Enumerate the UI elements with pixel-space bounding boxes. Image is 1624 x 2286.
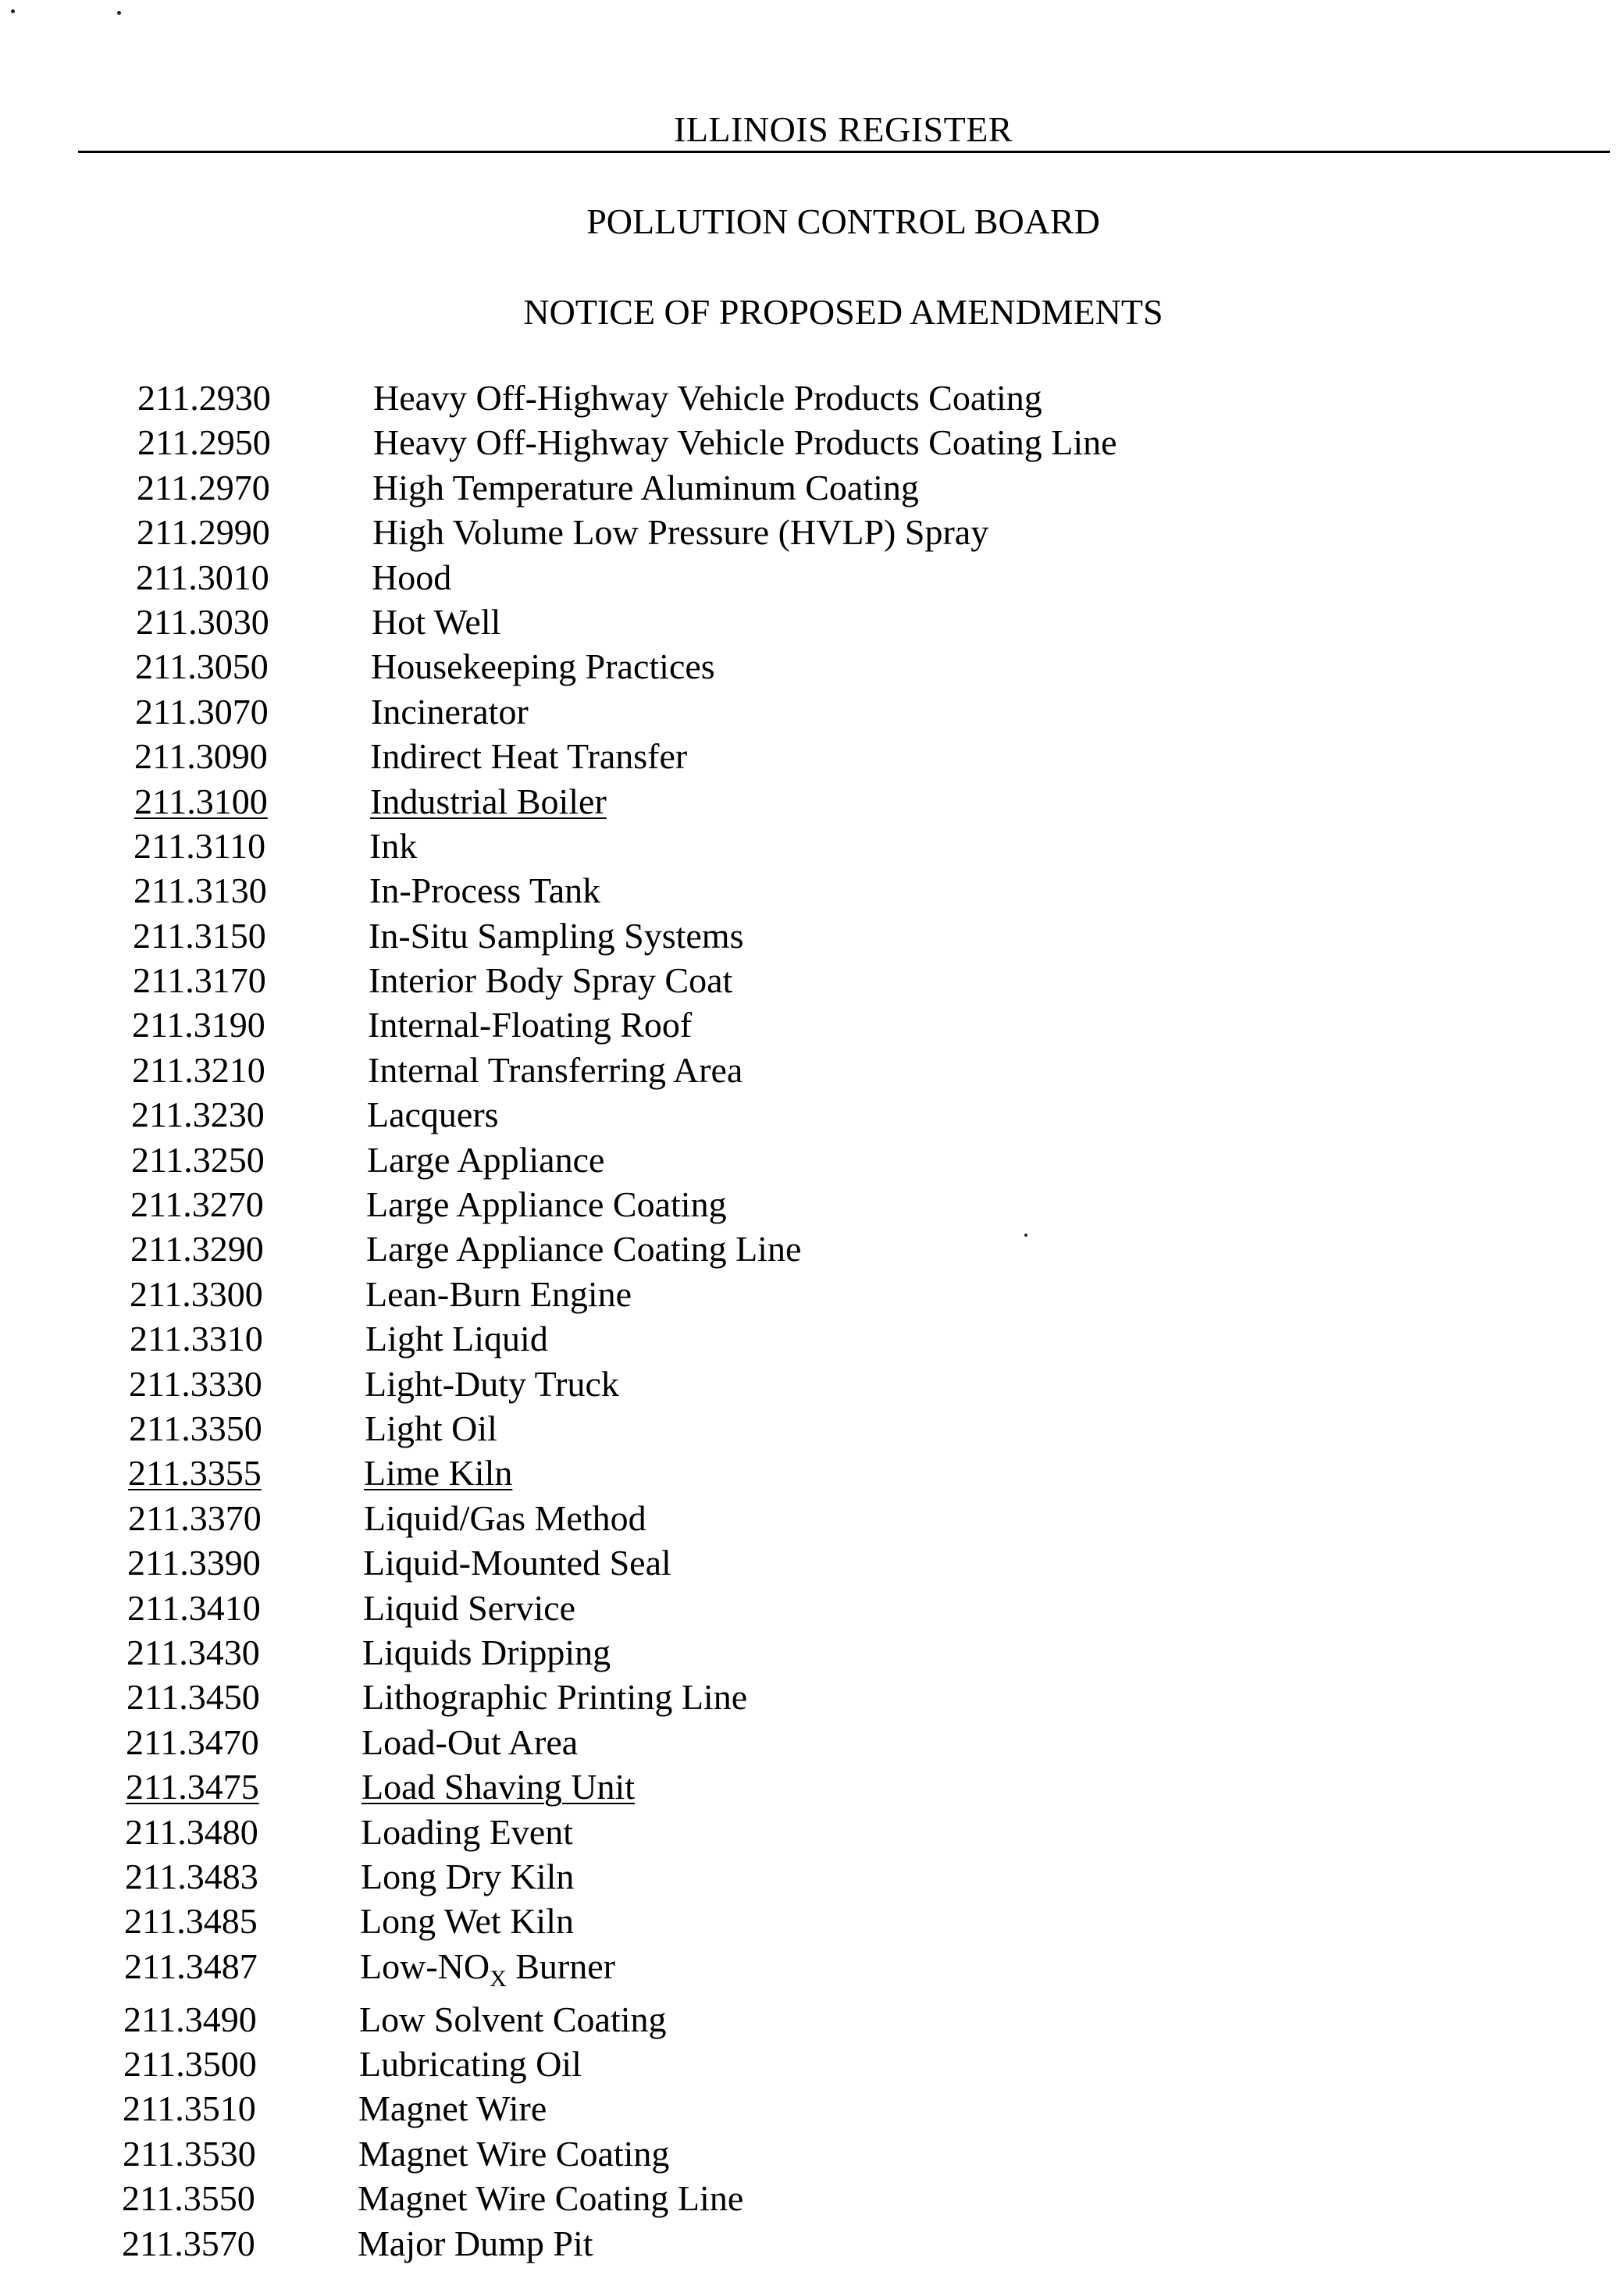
section-title: In-Process Tank [369, 871, 601, 911]
section-number: 211.2970 [137, 467, 270, 507]
section-title: Liquid Service [363, 1587, 576, 1628]
section-title-prefix: Low-NO [360, 1946, 490, 1986]
section-number: 211.3410 [127, 1587, 261, 1628]
section-title: Heavy Off-Highway Vehicle Products Coating [373, 378, 1042, 418]
section-title: In-Situ Sampling Systems [369, 915, 744, 956]
section-number: 211.3450 [126, 1677, 260, 1718]
section-entry [0, 2042, 1624, 2087]
section-number: 211.3310 [130, 1319, 263, 1359]
section-number: 211.3480 [125, 1811, 258, 1852]
scan-speck [117, 11, 121, 15]
section-title: Internal Transferring Area [368, 1049, 743, 1090]
section-title: Long Wet Kiln [360, 1901, 574, 1942]
agency-heading: POLLUTION CONTROL BOARD [586, 201, 1100, 241]
section-title-subscript: X [490, 1965, 507, 1992]
section-entry [0, 1183, 1624, 1227]
section-title: Light Liquid [365, 1319, 548, 1359]
section-number: 211.3487 [124, 1946, 258, 1986]
section-entry [0, 511, 1624, 555]
section-entry [0, 1407, 1624, 1451]
section-title: Hot Well [372, 601, 501, 642]
section-number: 211.3210 [132, 1049, 265, 1090]
section-entry [0, 1811, 1624, 1855]
section-entry [0, 2177, 1624, 2221]
section-entry [0, 1586, 1624, 1631]
section-title: Low Solvent Coating [359, 1999, 667, 2039]
section-number: 211.3570 [122, 2223, 255, 2263]
section-entry [0, 1138, 1624, 1183]
section-entry [0, 1362, 1624, 1407]
section-title: Magnet Wire Coating Line [358, 2178, 744, 2219]
section-number: 211.3170 [133, 960, 266, 1001]
section-number: 211.3110 [134, 825, 266, 866]
section-title: Magnet Wire Coating [358, 2133, 670, 2174]
section-entry [0, 1721, 1624, 1765]
section-entry [0, 959, 1624, 1003]
section-title: Large Appliance Coating [366, 1184, 727, 1225]
scan-speck [11, 9, 15, 13]
section-number: 211.3130 [134, 871, 267, 911]
section-number: 211.3010 [136, 557, 269, 597]
section-entry [0, 2222, 1624, 2266]
section-entry [0, 1451, 1624, 1496]
section-number: 211.3350 [129, 1408, 262, 1448]
section-title: Load-Out Area [361, 1722, 579, 1762]
section-title: Hood [372, 557, 452, 597]
section-number: 211.3190 [132, 1005, 265, 1045]
section-number: 211.2950 [137, 422, 271, 463]
section-list [0, 376, 1624, 2266]
section-number: 211.3070 [135, 691, 269, 732]
section-title: Interior Body Spray Coat [369, 960, 733, 1001]
section-entry [0, 376, 1624, 421]
section-entry [0, 1049, 1624, 1093]
section-title: Loading Event [361, 1811, 574, 1852]
section-number: 211.3550 [122, 2178, 255, 2219]
section-number: 211.2930 [137, 378, 271, 418]
section-entry [0, 869, 1624, 913]
section-title: Lean-Burn Engine [365, 1273, 632, 1314]
section-number: 211.3330 [129, 1363, 262, 1404]
section-title: Major Dump Pit [358, 2223, 593, 2263]
section-title: Liquids Dripping [362, 1632, 611, 1672]
section-title: Large Appliance [367, 1139, 605, 1180]
section-number: 211.3150 [133, 915, 266, 956]
section-number: 211.3100 [134, 781, 268, 821]
section-entry [0, 466, 1624, 511]
section-number: 211.3500 [123, 2044, 257, 2085]
section-title: Heavy Off-Highway Vehicle Products Coating Line [373, 422, 1117, 463]
section-entry [0, 645, 1624, 689]
section-title: High Temperature Aluminum Coating [372, 467, 919, 507]
section-entry [0, 735, 1624, 779]
section-entry [0, 1998, 1624, 2042]
section-title [360, 1945, 615, 1992]
section-number: 211.3250 [131, 1139, 265, 1180]
section-entry [0, 2132, 1624, 2177]
section-title: Light Oil [365, 1408, 497, 1448]
section-entry [0, 1003, 1624, 1048]
notice-heading: NOTICE OF PROPOSED AMENDMENTS [523, 292, 1163, 332]
section-title: Ink [369, 825, 418, 866]
section-entry [0, 1227, 1624, 1272]
section-entry [0, 1497, 1624, 1541]
section-entry [0, 1273, 1624, 1317]
section-title-suffix: Burner [506, 1946, 615, 1986]
section-number: 211.3483 [125, 1856, 258, 1896]
section-title: Housekeeping Practices [371, 646, 715, 687]
section-entry [0, 1900, 1624, 1944]
section-entry [0, 600, 1624, 645]
section-title: Industrial Boiler [370, 781, 607, 821]
section-title: Liquid/Gas Method [364, 1497, 646, 1538]
section-number: 211.3230 [131, 1095, 265, 1135]
section-entry [0, 1945, 1624, 1998]
section-number: 211.2990 [137, 512, 270, 553]
section-number: 211.3270 [130, 1184, 264, 1225]
section-title: Large Appliance Coating Line [366, 1229, 802, 1269]
section-number: 211.3290 [130, 1229, 264, 1269]
section-number: 211.3510 [123, 2088, 256, 2129]
section-entry [0, 1317, 1624, 1362]
section-entry [0, 690, 1624, 735]
section-title: Lubricating Oil [359, 2044, 582, 2085]
section-entry [0, 421, 1624, 465]
section-entry [0, 1855, 1624, 1900]
section-number: 211.3090 [134, 736, 268, 777]
section-entry [0, 914, 1624, 959]
section-number: 211.3430 [126, 1632, 260, 1672]
section-title: Lacquers [367, 1095, 499, 1135]
section-title: Long Dry Kiln [361, 1856, 575, 1896]
section-entry [0, 1631, 1624, 1675]
section-title: High Volume Low Pressure (HVLP) Spray [372, 512, 989, 553]
section-title: Liquid-Mounted Seal [363, 1543, 671, 1583]
section-number: 211.3050 [135, 646, 269, 687]
section-title: Incinerator [371, 691, 529, 732]
section-number: 211.3530 [123, 2133, 256, 2174]
section-number: 211.3470 [126, 1722, 259, 1762]
section-entry [0, 2087, 1624, 2131]
section-title: Indirect Heat Transfer [370, 736, 688, 777]
section-number: 211.3475 [126, 1767, 259, 1807]
section-number: 211.3355 [128, 1453, 262, 1494]
register-title: ILLINOIS REGISTER [674, 109, 1013, 149]
section-title: Lime Kiln [364, 1453, 513, 1494]
section-title: Load Shaving Unit [361, 1767, 636, 1807]
section-entry [0, 556, 1624, 600]
section-number: 211.3300 [130, 1273, 263, 1314]
section-number: 211.3490 [123, 1999, 257, 2039]
section-entry [0, 824, 1624, 869]
header-rule [78, 151, 1610, 153]
section-number: 211.3030 [136, 601, 269, 642]
section-number: 211.3485 [124, 1901, 258, 1942]
section-number: 211.3370 [128, 1497, 262, 1538]
section-title: Lithographic Printing Line [362, 1677, 748, 1718]
section-entry [0, 780, 1624, 824]
section-title: Internal-Floating Roof [368, 1005, 693, 1045]
section-entry [0, 1675, 1624, 1720]
section-title: Light-Duty Truck [365, 1363, 619, 1404]
section-title: Magnet Wire [358, 2088, 547, 2129]
section-entry [0, 1093, 1624, 1138]
section-number: 211.3390 [127, 1543, 261, 1583]
section-entry [0, 1541, 1624, 1586]
section-entry [0, 1765, 1624, 1810]
